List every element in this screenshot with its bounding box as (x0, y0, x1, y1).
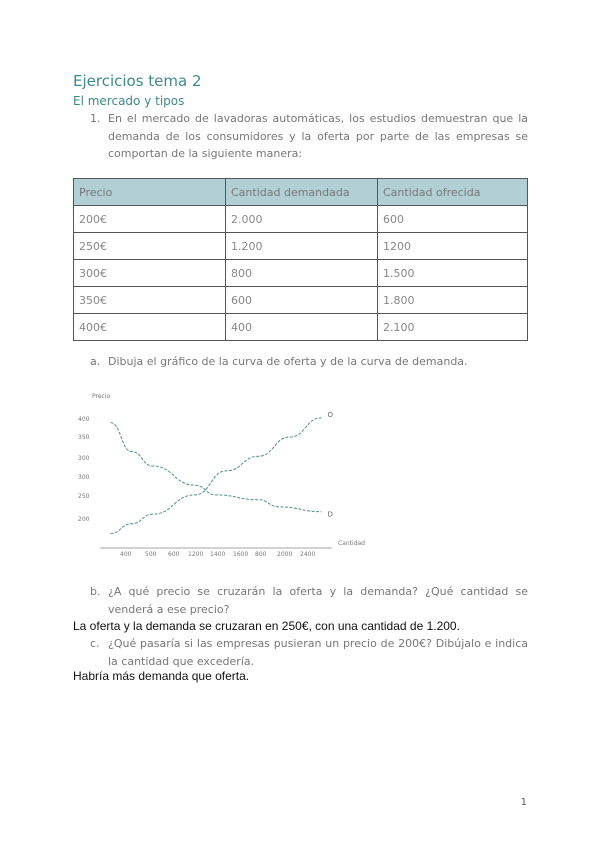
table-cell: 1.200 (226, 233, 378, 260)
page-number: 1 (520, 797, 527, 808)
table-row (74, 233, 528, 260)
supply-curve-label: O (327, 410, 333, 419)
x-tick-label: 1600 (233, 551, 249, 558)
y-tick-label: 400 (78, 416, 90, 423)
y-tick-label: 300 (78, 455, 90, 462)
answer-b: La oferta y la demanda se cruzaran en 250€, con una cantidad de 1.200. (73, 619, 460, 633)
table-cell: 1200 (378, 233, 528, 260)
question-c-letter: c. (90, 637, 100, 650)
question-c-text (108, 635, 528, 670)
table-row (74, 206, 528, 233)
question-b-line: ¿A qué precio se cruzarán la oferta y la demanda? ¿Qué cantidad se (108, 585, 528, 598)
x-tick-label: 500 (145, 551, 157, 558)
x-tick-label: 600 (168, 551, 180, 558)
question-a-text: Dibuja el gráfico de la curva de oferta y de la curva de demanda. (108, 355, 468, 368)
y-axis-label: Precio (92, 393, 111, 400)
table-cell: 200€ (74, 206, 226, 233)
table-cell: 600 (226, 287, 378, 314)
table-cell: 2.000 (226, 206, 378, 233)
x-axis-label: Cantidad (338, 540, 365, 547)
question-b-text (108, 583, 528, 618)
question-b-letter: b. (90, 585, 101, 598)
table-cell: 400 (226, 314, 378, 341)
table-cell: 400€ (74, 314, 226, 341)
question-b-line: venderá a ese precio? (108, 602, 230, 616)
demand-curve (111, 423, 322, 512)
question-1-line: comportan de la siguiente manera: (108, 147, 303, 160)
y-tick-label: 200 (78, 516, 90, 523)
table-cell: 1.500 (378, 260, 528, 287)
table-cell: 1.800 (378, 287, 528, 314)
x-tick-label: 1400 (210, 551, 226, 558)
demand-curve-label: D (327, 510, 333, 519)
table-cell: 250€ (74, 233, 226, 260)
table-cell: 600 (378, 206, 528, 233)
x-tick-label: 800 (255, 551, 267, 558)
question-1-line: demanda de los consumidores y la oferta por parte de las empresas se (108, 129, 528, 143)
table-cell: 350€ (74, 287, 226, 314)
table-cell: 2.100 (378, 314, 528, 341)
answer-c: Habría más demanda que oferta. (73, 669, 250, 683)
table-cell: 300€ (74, 260, 226, 287)
question-1-line: En el mercado de lavadoras automáticas, los estudios demuestran que la (108, 112, 528, 125)
x-tick-label: 2000 (277, 551, 293, 558)
table-row (74, 287, 528, 314)
x-tick-label: 1200 (188, 551, 204, 558)
table-row (74, 260, 528, 287)
y-tick-label: 350 (78, 434, 90, 441)
supply-demand-chart (70, 385, 365, 565)
table-header-demand: Cantidad demandada (226, 179, 378, 206)
x-tick-label: 2400 (300, 551, 316, 558)
section-subtitle: El mercado y tipos (73, 94, 185, 108)
question-1-text (108, 110, 528, 163)
question-c-line: la cantidad que excedería. (108, 654, 255, 668)
table-row (74, 314, 528, 341)
supply-curve (111, 418, 322, 534)
table-header-price: Precio (74, 179, 226, 206)
x-tick-label: 400 (120, 551, 132, 558)
y-tick-label: 250 (78, 493, 90, 500)
question-c-line: ¿Qué pasaría si las empresas pusieran un precio de 200€? Dibújalo e indica (108, 637, 528, 650)
question-a-letter: a. (90, 355, 101, 368)
question-1-number: 1. (90, 112, 101, 125)
page-title: Ejercicios tema 2 (73, 72, 202, 90)
y-tick-label: 300 (78, 474, 90, 481)
table-cell: 800 (226, 260, 378, 287)
price-quantity-table (73, 178, 528, 341)
table-header-supply: Cantidad ofrecida (378, 179, 528, 206)
table-header-row (74, 179, 528, 206)
